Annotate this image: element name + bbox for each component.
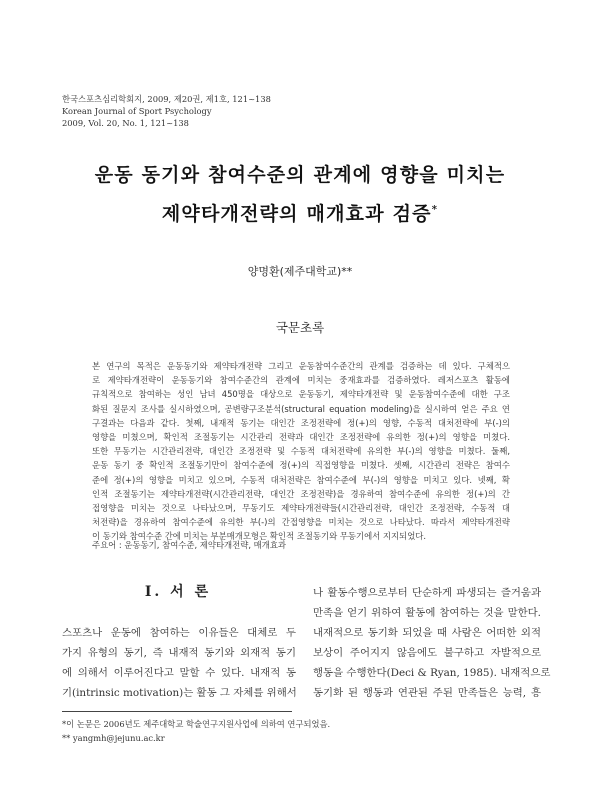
body-column-left [62,623,296,703]
author-affiliation: 양명환(제주대학교)** [247,265,353,278]
abstract-line: 또한 무동기는 시간관리전략, 대인간 조정전략 및 수동적 대처전략에 유의한 부(-)의 영향을 미쳤다. 둘째, [92,446,510,457]
body-line: 내재적으로 동기화 되었을 때 사람은 어떠한 외적 [313,627,541,639]
footnotes [62,717,330,745]
abstract-line: 화된 질문지 조사를 실시하였으며, 공변량구조분석(structural equation modeling)을 실시하여 얻은 주요 연 [92,403,510,414]
body-line: 스포츠나 운동에 참여하는 이유들은 대체로 두 [62,627,296,639]
footnote-divider [62,711,292,712]
abstract-line: 구결과는 다음과 같다. 첫째, 내재적 동기는 대인간 조정전략에 정(+)의 영향, 수동적 대처전략에 부(-)의 [92,417,510,428]
abstract-line: 운동 동기 중 확인적 조절동기만이 참여수준에 정(+)의 직접영향을 미쳤다. 셋째, 시간관리 전략은 참여수 [92,460,510,471]
journal-header [62,93,271,129]
body-line: 행동을 수행한다(Deci & Ryan, 1985). 내재적으로 [313,667,551,679]
journal-korean-citation: 한국스포츠심리학회지, 2009, 제20권, 제1호, 121~138 [62,94,271,104]
abstract-line: 이 동기와 참여수준 간에 미치는 부분매개모형은 확인적 조절동기와 무동기에서 지지되었다. [92,531,427,542]
body-line: 기(intrinsic motivation)는 활동 그 자체를 위해서 [62,687,297,699]
footnote-funding: *이 논문은 2006년도 제주대학교 학술연구지원사업에 의하여 연구되었음. [62,719,331,729]
journal-english-volume: 2009, Vol. 20, No. 1, 121~138 [62,118,189,128]
paper-title-line-1: 운동 동기와 참여수준의 관계에 영향을 미치는 [94,164,506,186]
abstract-line: 처전략)을 경유하여 참여수준에 유의한 부(-)의 간접영향을 미치는 것으로 나타났다. 따라서 제약타개전략 [92,517,510,528]
body-line: 만족을 얻기 위하여 활동에 참여하는 것을 말한다. [313,607,541,619]
title-footnote-marker: * [431,204,439,216]
abstract-line: 접영향을 미치는 것으로 나타났으며, 무동기도 제약타개전략들(시간관리전략, 대인간 조정전략, 수동적 대 [92,503,510,514]
abstract-line: 규칙적으로 참여하는 성인 남녀 450명을 대상으로 운동동기, 제약타개전략 및 운동참여수준에 대한 구조 [92,389,510,400]
abstract-line: 인적 조절동기는 제약타개전략(시간관리전략, 대인간 조정전략)을 경유하여 참여수준에 유의한 정(+)의 간 [92,488,510,499]
abstract-line: 준에 정(+)의 영향을 미치고 있으며, 수동적 대처전략은 참여수준에 부(-)의 영향을 미치고 있다. 넷째, 확 [92,474,510,485]
abstract-line: 로 제약타개전략이 운동동기와 참여수준간의 관계에 미치는 중재효과를 검증하였다. 레저스포츠 활동에 [92,375,510,386]
journal-english-name: Korean Journal of Sport Psychology [62,106,212,116]
paper-title-line-2 [0,199,600,226]
abstract-heading: 국문초록 [275,320,325,335]
section-heading-introduction: Ⅰ. 서 론 [144,584,212,600]
body-line: 에 의해서 이루어진다고 말할 수 있다. 내재적 동 [62,667,296,679]
body-line: 보상이 주어지지 않음에도 불구하고 자발적으로 [313,647,541,659]
footnote-email: ** yangmh@jejunu.ac.kr [62,733,165,743]
abstract-line: 본 연구의 목적은 운동동기와 제약타개전략 그리고 운동참여수준간의 관계를 검증하는 데 있다. 구체적으 [92,361,510,371]
keywords: 주요어 : 운동동기, 참여수준, 제약타개전략, 매개효과 [92,540,287,550]
body-column-right [313,583,551,703]
body-line: 나 활동수행으로부터 단순하게 파생되는 즐거움과 [313,587,541,599]
body-line: 가지 유형의 동기, 즉 내재적 동기와 외재적 동기 [62,647,296,659]
abstract-body [92,359,510,544]
body-line: 동기화 된 행동과 연관된 주된 만족들은 능력, 흥 [313,687,541,699]
abstract-line: 영향을 미쳤으며, 확인적 조절동기는 시간관리 전략과 대인간 조정전략에 유의한 정(+)의 영향을 미쳤다. [92,432,510,443]
paper-title-line-2-text: 제약타개전략의 매개효과 검증 [161,203,432,225]
